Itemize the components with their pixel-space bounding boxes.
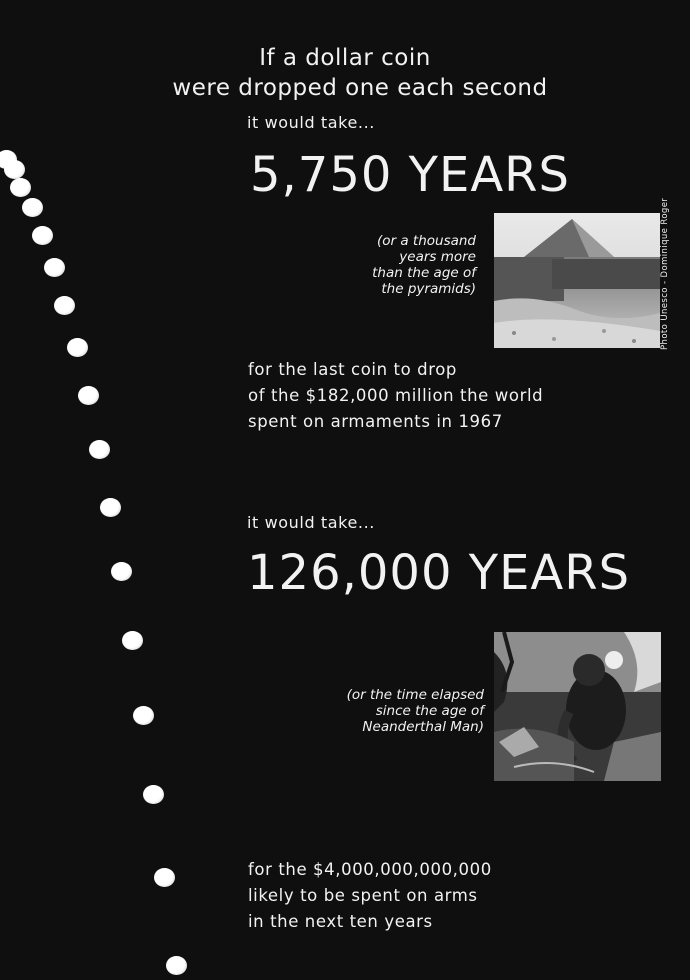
section1-caption (300, 233, 476, 297)
section1-big-number: 5,750 YEARS (250, 147, 570, 203)
coin (54, 296, 75, 315)
headline-line-1: If a dollar coin (259, 45, 431, 71)
coin (32, 226, 53, 245)
body-line: for the $4,000,000,000,000 (248, 860, 492, 879)
coin (67, 338, 88, 357)
coin (100, 498, 121, 517)
caption-line: (or the time elapsed (346, 687, 484, 703)
caption-line: years more (399, 249, 476, 265)
caption-line: Neanderthal Man) (362, 719, 484, 735)
coin (143, 785, 164, 804)
body-line: for the last coin to drop (248, 360, 457, 379)
photo-credit: Photo Unesco - Dominique Roger (660, 197, 670, 350)
caption-line: since the age of (375, 703, 484, 719)
body-line: in the next ten years (248, 912, 433, 931)
body-line: likely to be spent on arms (248, 886, 478, 905)
coin (89, 440, 110, 459)
section1-body (248, 357, 543, 435)
section2-lead: it would take... (247, 513, 375, 532)
section2-big-number: 126,000 YEARS (247, 545, 631, 601)
section2-body (248, 857, 492, 935)
caption-line: the pyramids) (381, 281, 476, 297)
body-line: spent on armaments in 1967 (248, 412, 503, 431)
coin (4, 160, 25, 179)
pyramids-photo (494, 213, 660, 348)
coin (10, 178, 31, 197)
caption-line: than the age of (372, 265, 476, 281)
coin (111, 562, 132, 581)
section2-caption (290, 687, 484, 735)
coin (133, 706, 154, 725)
coin (154, 868, 175, 887)
coin (122, 631, 143, 650)
body-line: of the $182,000 million the world (248, 386, 544, 405)
neanderthal-photo (494, 632, 661, 781)
headline-line-2: were dropped one each second (172, 75, 548, 101)
coin (166, 956, 187, 975)
caption-line: (or a thousand (376, 233, 476, 249)
section1-lead: it would take... (247, 113, 375, 132)
coin (22, 198, 43, 217)
coin (44, 258, 65, 277)
coin (78, 386, 99, 405)
